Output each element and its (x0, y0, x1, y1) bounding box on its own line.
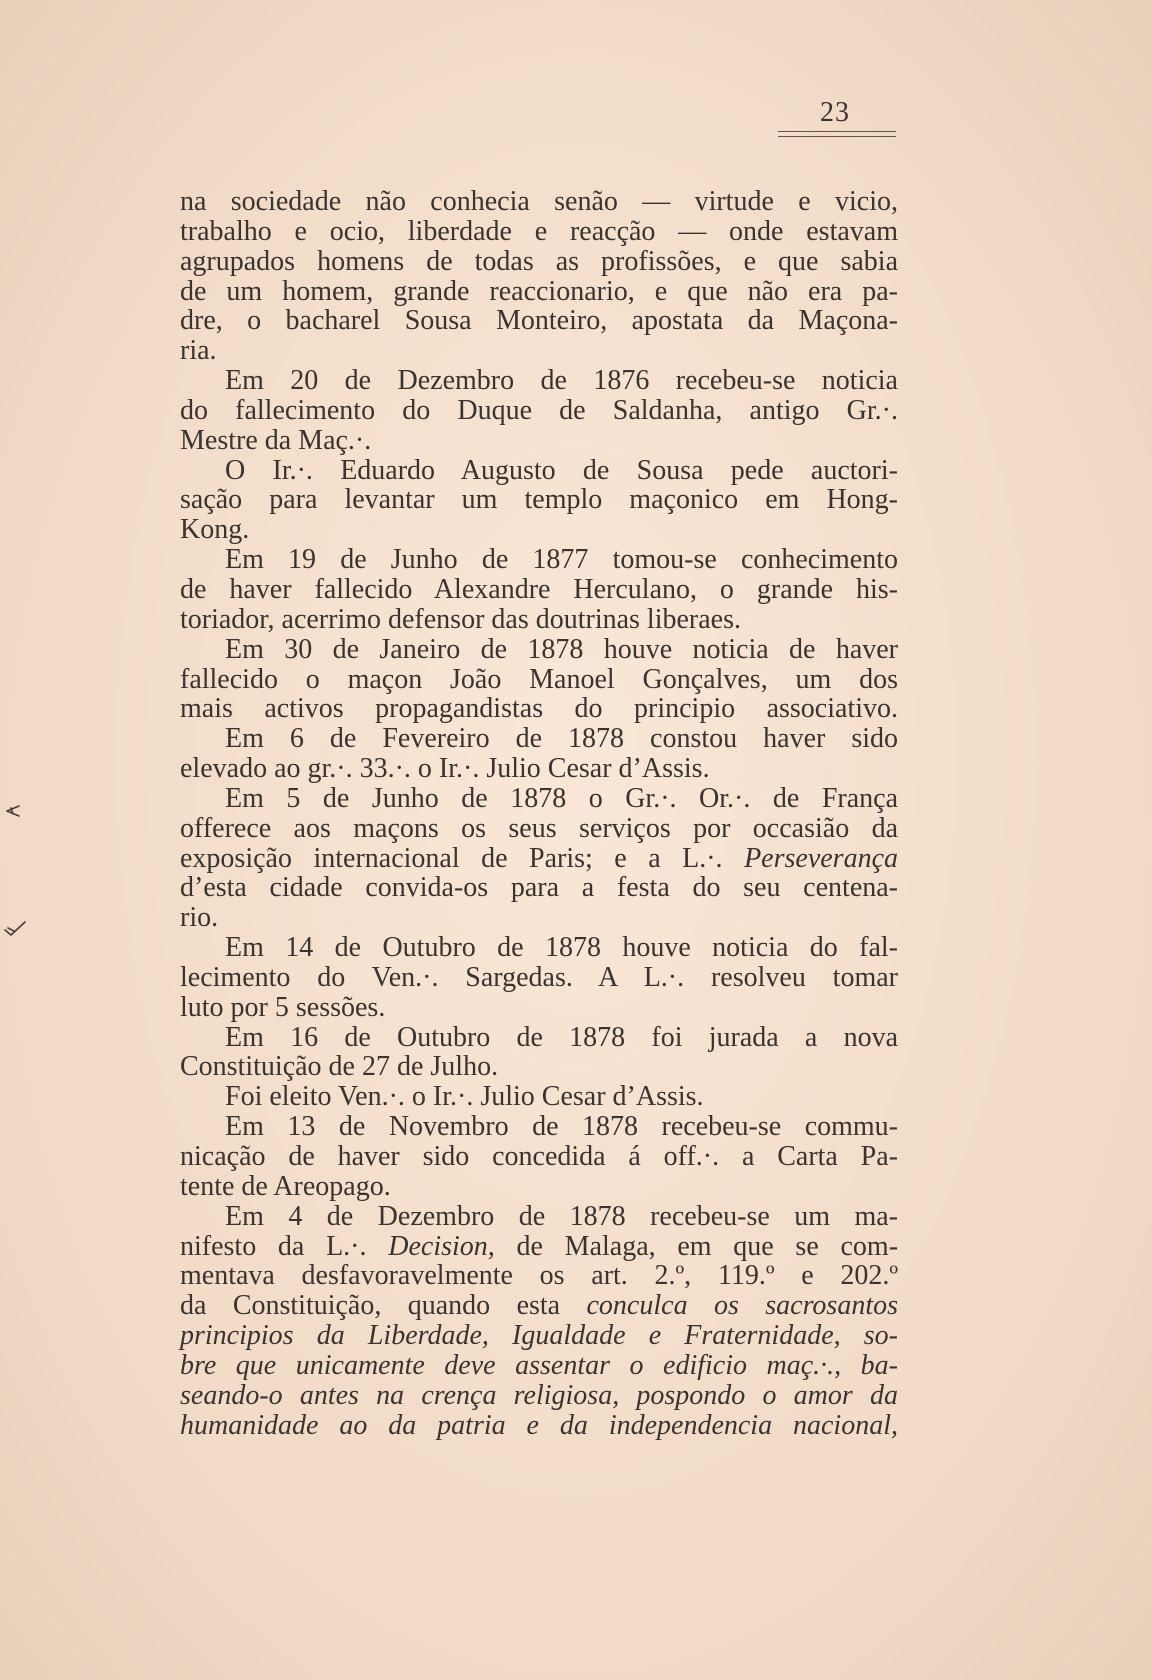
text-segment: da Constituição, quando esta (180, 1290, 561, 1322)
text-line: Foi eleito Ven.·. o Ir.·. Julio Cesar d’Assis. (225, 1081, 704, 1113)
body-text (180, 187, 898, 1440)
text-line: Em 20 de Dezembro de 1876 recebeu-se noticia (225, 365, 898, 397)
text-line: de haver fallecido Alexandre Herculano, o grande his- (180, 573, 898, 605)
text-line: d’esta cidade convida-os para a festa do seu centena- (180, 872, 898, 904)
paragraph (180, 1023, 898, 1083)
text-line (180, 1291, 898, 1321)
text-line: Constituição de 27 de Julho. (180, 1051, 499, 1083)
italic-quotation-line: humanidade ao da patria e da independencia nacional, (180, 1409, 898, 1441)
margin-check-mark (2, 918, 28, 940)
text-line: fallecido o maçon João Manoel Gonçalves, um dos (180, 663, 898, 695)
margin-asterisk-mark (4, 802, 22, 820)
text-line: lecimento do Ven.·. Sargedas. A L.·. resolveu tomar (180, 961, 898, 993)
text-line: sação para levantar um templo maçonico em Hong- (180, 484, 898, 516)
paragraph (180, 724, 898, 784)
text-line: mais activos propagandistas do principio associativo. (180, 693, 898, 725)
page-number-rule (778, 131, 896, 132)
italic-lodge-name: Perseverança (744, 842, 898, 874)
text-line: elevado ao gr.·. 33.·. o Ir.·. Julio Cesar d’Assis. (180, 753, 710, 785)
text-line: na sociedade não conhecia senão — virtude e vicio, (180, 186, 898, 217)
paragraph (180, 187, 898, 366)
paragraph (180, 545, 898, 635)
text-line (180, 1232, 898, 1262)
paragraph (180, 366, 898, 456)
paragraph (180, 456, 898, 546)
italic-quotation-line: principios da Liberdade, Igualdade e Fraternidade, so- (180, 1320, 898, 1352)
text-segment: de Malaga, em que se com- (516, 1230, 899, 1262)
text-line: de um homem, grande reaccionario, e que não era pa- (180, 275, 898, 307)
text-line: Em 14 de Outubro de 1878 houve noticia do fal- (225, 932, 898, 964)
text-line: luto por 5 sessões. (180, 991, 386, 1023)
paragraph (180, 1082, 898, 1112)
text-line: Em 5 de Junho de 1878 o Gr.·. Or.·. de França (225, 782, 898, 814)
text-line: O Ir.·. Eduardo Augusto de Sousa pede auctori- (225, 454, 898, 486)
text-line: offerece aos maçons os seus serviços por occasião da (180, 812, 898, 844)
italic-quotation-line: bre que unicamente deve assentar o edificio maç.·., ba- (180, 1349, 898, 1381)
text-line: trabalho e ocio, liberdade e reacção — onde estavam (180, 215, 898, 247)
text-line: Em 16 de Outubro de 1878 foi jurada a nova (225, 1021, 898, 1053)
page-number-rule (778, 136, 896, 137)
paragraph (180, 635, 898, 725)
text-line: Kong. (180, 514, 250, 546)
paragraph (180, 1202, 898, 1441)
text-segment: exposição internacional de Paris; e a L.·. (180, 842, 723, 874)
text-line: Em 6 de Fevereiro de 1878 constou haver sido (225, 723, 898, 755)
italic-quotation: conculca os sacrosantos (586, 1290, 898, 1322)
text-line: Em 13 de Novembro de 1878 recebeu-se commu- (225, 1111, 898, 1143)
text-line: agrupados homens de todas as profissões, e que sabia (180, 245, 898, 277)
text-line: nicação de haver sido concedida á off.·. a Carta Pa- (180, 1141, 898, 1172)
text-line: mentava desfavoravelmente os art. 2.º, 119.º e 202.º (180, 1260, 898, 1292)
text-segment: nifesto da L.·. (180, 1230, 367, 1262)
text-line: rio. (180, 902, 219, 934)
text-line: Mestre da Maç.·. (180, 424, 372, 456)
text-line: do fallecimento do Duque de Saldanha, antigo Gr.·. (180, 394, 898, 426)
text-line: ria. (180, 335, 217, 367)
text-line: Em 30 de Janeiro de 1878 houve noticia de haver (225, 633, 898, 665)
text-line: Em 4 de Dezembro de 1878 recebeu-se um ma- (225, 1200, 898, 1232)
paragraph (180, 784, 898, 933)
page-number: 23 (820, 97, 850, 128)
italic-quotation-line: seando-o antes na crença religiosa, pospondo o amor da (180, 1379, 898, 1411)
text-line: tente de Areopago. (180, 1170, 391, 1202)
text-line (180, 844, 898, 874)
text-line: dre, o bacharel Sousa Monteiro, apostata da Maçona- (180, 305, 898, 337)
italic-lodge-name: Decision, (388, 1230, 495, 1262)
text-line: toriador, acerrimo defensor das doutrinas liberaes. (180, 603, 741, 635)
paragraph (180, 933, 898, 1023)
text-line: Em 19 de Junho de 1877 tomou-se conhecimento (225, 544, 898, 576)
paragraph (180, 1112, 898, 1202)
